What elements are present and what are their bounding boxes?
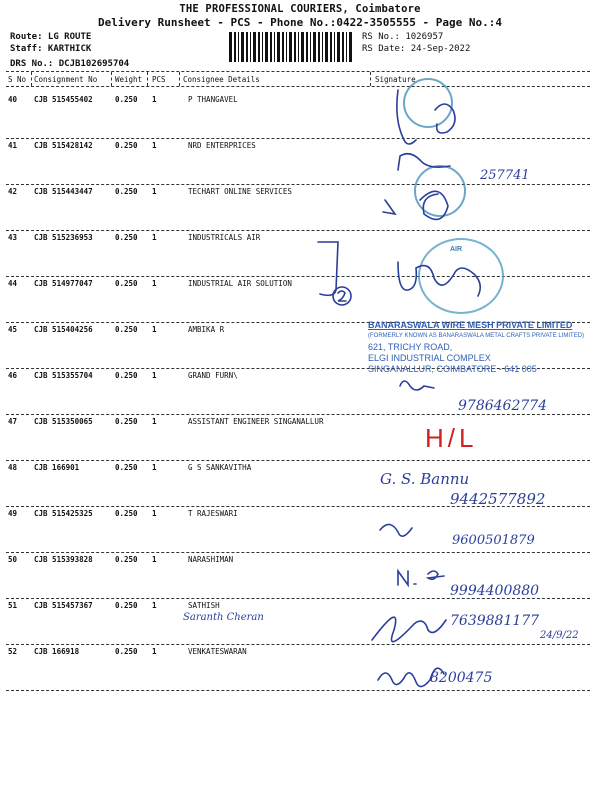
runsheet-subtitle: Delivery Runsheet - PCS - Phone No.:0422-3505555 - Page No.:4	[98, 16, 502, 29]
cell-sno: 49	[8, 509, 18, 518]
cell-pcs: 1	[152, 141, 157, 150]
col-consignment: Consignment No	[34, 75, 98, 84]
cell-consignment: CJB 515393828	[34, 555, 93, 564]
cell-consignment: CJB 515425325	[34, 509, 93, 518]
cell-sno: 41	[8, 141, 18, 150]
company-title: THE PROFESSIONAL COURIERS, Coimbatore	[179, 3, 421, 15]
cell-consignee: P THANGAVEL	[188, 95, 238, 104]
handwritten-phone: 9786462774	[458, 398, 548, 414]
cell-consignment: CJB 515455402	[34, 95, 93, 104]
cell-weight: 0.250	[115, 509, 138, 518]
cell-consignment: CJB 515443447	[34, 187, 93, 196]
cell-pcs: 1	[152, 95, 157, 104]
cell-consignee: INDUSTRIAL AIR SOLUTION	[188, 279, 292, 288]
cell-consignee: NRD ENTERPRICES	[188, 141, 256, 150]
cell-sno: 43	[8, 233, 18, 242]
cell-weight: 0.250	[115, 555, 138, 564]
rs-date: RS Date: 24-Sep-2022	[362, 44, 471, 54]
col-weight: Weight	[115, 75, 143, 84]
handwritten-ref: 257741	[480, 168, 530, 183]
cell-weight: 0.250	[115, 95, 138, 104]
cell-weight: 0.250	[115, 647, 138, 656]
cell-consignee: TECHART ONLINE SERVICES	[188, 187, 292, 196]
cell-consignment: CJB 515355704	[34, 371, 93, 380]
stamp-air-text: AIR	[450, 246, 463, 253]
cell-pcs: 1	[152, 463, 157, 472]
cell-consignment: CJB 514977047	[34, 279, 93, 288]
cell-consignee: SATHISH	[188, 601, 220, 610]
cell-consignee: G S SANKAVITHA	[188, 463, 252, 472]
cell-sno: 50	[8, 555, 18, 564]
cell-weight: 0.250	[115, 279, 138, 288]
handwritten-phone: 7639881177	[450, 613, 540, 629]
cell-pcs: 1	[152, 371, 157, 380]
cell-weight: 0.250	[115, 463, 138, 472]
cell-consignee: ASSISTANT ENGINEER SINGANALLUR	[188, 417, 324, 426]
cell-pcs: 1	[152, 417, 157, 426]
handwritten-phone: 9442577892	[450, 490, 546, 508]
cell-pcs: 1	[152, 647, 157, 656]
cell-sno: 45	[8, 325, 18, 334]
hl-mark: H/L	[425, 423, 478, 453]
cell-sno: 44	[8, 279, 18, 288]
cell-consignee: INDUSTRICALS AIR	[188, 233, 261, 242]
cell-pcs: 1	[152, 509, 157, 518]
drs-text: DRS No.: DCJB102695704	[10, 59, 130, 69]
cell-weight: 0.250	[115, 187, 138, 196]
handwritten-name: G. S. Bannu	[380, 470, 470, 488]
cell-pcs: 1	[152, 279, 157, 288]
cell-consignee: NARASHIMAN	[188, 555, 234, 564]
cell-sno: 47	[8, 417, 18, 426]
cell-sno: 42	[8, 187, 18, 196]
cell-sno: 40	[8, 95, 18, 104]
stamp-address-1: 621, TRICHY ROAD,	[368, 342, 453, 352]
handwritten-phone: 8200475	[430, 670, 493, 686]
cell-consignment: CJB 515428142	[34, 141, 93, 150]
cell-weight: 0.250	[115, 233, 138, 242]
col-consignee: Consignee Details	[183, 75, 260, 84]
cell-weight: 0.250	[115, 601, 138, 610]
cell-consignee: T RAJESWARI	[188, 509, 238, 518]
col-pcs: PCS	[152, 75, 166, 84]
cell-consignee: VENKATESWARAN	[188, 647, 247, 656]
cell-sno: 48	[8, 463, 18, 472]
cell-consignee: GRAND FURN\	[188, 371, 238, 380]
cell-consignment: CJB 166901	[34, 463, 80, 472]
handwritten-consignee: Saranth Cheran	[183, 612, 264, 623]
cell-sno: 51	[8, 601, 18, 610]
cell-pcs: 1	[152, 233, 157, 242]
stamp-address-2: ELGI INDUSTRIAL COMPLEX	[368, 353, 491, 363]
col-sno: S No	[8, 75, 27, 84]
cell-consignment: CJB 515350065	[34, 417, 93, 426]
cell-weight: 0.250	[115, 141, 138, 150]
cell-weight: 0.250	[115, 371, 138, 380]
cell-consignment: CJB 515404256	[34, 325, 93, 334]
stamp-address-3: SINGANALLUR, COIMBATORE - 641 005	[368, 364, 537, 374]
cell-pcs: 1	[152, 555, 157, 564]
cell-pcs: 1	[152, 187, 157, 196]
cell-pcs: 1	[152, 601, 157, 610]
cell-consignee: AMBIKA R	[188, 325, 225, 334]
col-signature: Signature	[375, 75, 416, 84]
cell-weight: 0.250	[115, 417, 138, 426]
handwritten-phone: 9994400880	[450, 583, 540, 599]
route-text: Route: LG ROUTE	[10, 32, 92, 42]
cell-sno: 46	[8, 371, 18, 380]
stamp-formerly: (FORMERLY KNOWN AS BANARASWALA METAL CRAFTS PRIVATE LIMITED)	[368, 333, 585, 339]
cell-weight: 0.250	[115, 325, 138, 334]
stamp-company-name: BANARASWALA WIRE MESH PRIVATE LIMITED	[368, 320, 573, 330]
handwritten-date: 24/9/22	[540, 630, 579, 641]
rs-number: RS No.: 1026957	[362, 32, 444, 42]
cell-consignment: CJB 515457367	[34, 601, 93, 610]
cell-sno: 52	[8, 647, 18, 656]
cell-consignment: CJB 515236953	[34, 233, 93, 242]
cell-consignment: CJB 166918	[34, 647, 80, 656]
cell-pcs: 1	[152, 325, 157, 334]
staff-text: Staff: KARTHICK	[10, 44, 92, 54]
handwritten-phone: 9600501879	[452, 533, 535, 548]
